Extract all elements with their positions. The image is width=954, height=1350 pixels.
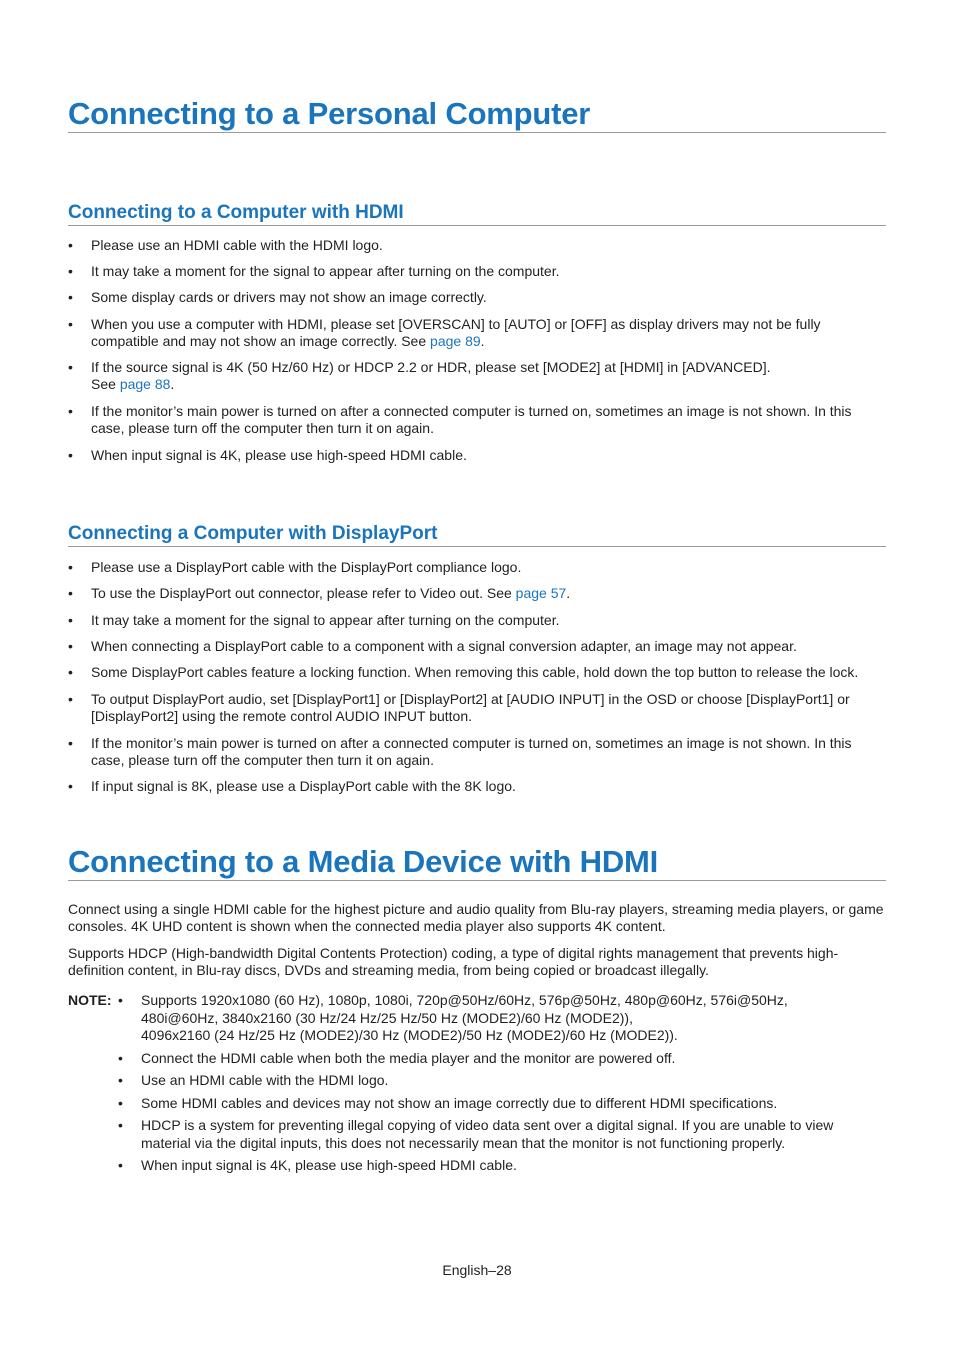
section-title-personal-computer: Connecting to a Personal Computer xyxy=(68,96,886,133)
page-88-link[interactable]: page 88 xyxy=(119,376,171,392)
list-item: • It may take a moment for the signal to appear after turning on the computer. xyxy=(68,612,560,628)
list-item: • Connect the HDMI cable when both the media player and the monitor are powered off. xyxy=(118,1049,676,1066)
list-item: • If the source signal is 4K (50 Hz/60 Hz) or HDCP 2.2 or HDR, please set [MODE2] at [HDMI] in [ADVANCED]. See page 88. xyxy=(68,359,771,392)
list-item: • If the monitor’s main power is turned on after a connected computer is turned on, sometimes an image is not shown. In this case, please turn off the computer then turn it on again. xyxy=(68,403,852,436)
list-item: • To use the DisplayPort out connector, please refer to Video out. See page 57. xyxy=(68,585,571,601)
section-title-media-device: Connecting to a Media Device with HDMI xyxy=(68,844,886,881)
page-89-link[interactable]: page 89 xyxy=(430,333,481,349)
list-item: • Supports 1920x1080 (60 Hz), 1080p, 1080i, 720p@50Hz/60Hz, 576p@50Hz, 480p@60Hz, 576i@50Hz, 480i@60Hz, 3840x2160 (30 Hz/24 Hz/25 Hz/50 Hz (MODE2)/60 Hz (MODE2)), 4096x2160 (24 Hz/25 Hz (MODE2)/30 Hz (MODE2)/50 Hz (MODE2)/60 Hz (MODE2)). xyxy=(118,992,788,1043)
list-item: • Some HDMI cables and devices may not show an image correctly due to different HDMI specifications. xyxy=(118,1094,778,1111)
subsection-title-hdmi: Connecting to a Computer with HDMI xyxy=(68,202,886,226)
note-list xyxy=(118,992,886,1175)
list-item: • Use an HDMI cable with the HDMI logo. xyxy=(118,1072,389,1088)
list-item: • To output DisplayPort audio, set [DisplayPort1] or [DisplayPort2] at [AUDIO INPUT] in the OSD or choose [DisplayPort1] or [DisplayPort2] using the remote control AUDIO INPUT button. xyxy=(68,691,850,724)
hdcp-paragraph: Supports HDCP (High-bandwidth Digital Contents Protection) coding, a type of digital rights management that prevents high-definition content, in Blu-ray discs, DVDs and streaming media, from being copied or broadcast illegally. xyxy=(68,945,839,978)
list-item: • If input signal is 8K, please use a DisplayPort cable with the 8K logo. xyxy=(68,778,516,794)
list-item: • Some display cards or drivers may not show an image correctly. xyxy=(68,289,487,305)
list-item: • HDCP is a system for preventing illegal copying of video data sent over a digital signal. If you are unable to view material via the digital inputs, this does not necessarily mean that the monitor is not functioning properly. xyxy=(118,1117,834,1151)
list-item: • When input signal is 4K, please use high-speed HDMI cable. xyxy=(118,1157,517,1173)
list-item: • Please use an HDMI cable with the HDMI logo. xyxy=(68,237,383,253)
list-item: • When input signal is 4K, please use high-speed HDMI cable. xyxy=(68,447,467,463)
list-item: • If the monitor’s main power is turned on after a connected computer is turned on, sometimes an image is not shown. In this case, please turn off the computer then turn it on again. xyxy=(68,735,852,768)
intro-paragraph: Connect using a single HDMI cable for the highest picture and audio quality from Blu-ray players, streaming media players, or game consoles. 4K UHD content is shown when the connected media player also supports 4K content. xyxy=(68,901,884,934)
list-item: • Some DisplayPort cables feature a locking function. When removing this cable, hold down the top button to release the lock. xyxy=(68,664,859,680)
page-number: English–28 xyxy=(442,1262,512,1278)
displayport-bullet-list xyxy=(68,559,886,795)
list-item: • When you use a computer with HDMI, please set [OVERSCAN] to [AUTO] or [OFF] as display drivers may not be fully compatible and may not show an image correctly. See page 89. xyxy=(68,316,821,349)
list-item: • Please use a DisplayPort cable with the DisplayPort compliance logo. xyxy=(68,559,522,575)
subsection-title-displayport: Connecting a Computer with DisplayPort xyxy=(68,523,886,547)
hdmi-bullet-list xyxy=(68,237,886,464)
list-item: • When connecting a DisplayPort cable to a component with a signal conversion adapter, an image may not appear. xyxy=(68,638,797,654)
note-label: NOTE: xyxy=(68,992,112,1008)
list-item: • It may take a moment for the signal to appear after turning on the computer. xyxy=(68,263,560,279)
page-57-link[interactable]: page 57 xyxy=(515,585,567,601)
